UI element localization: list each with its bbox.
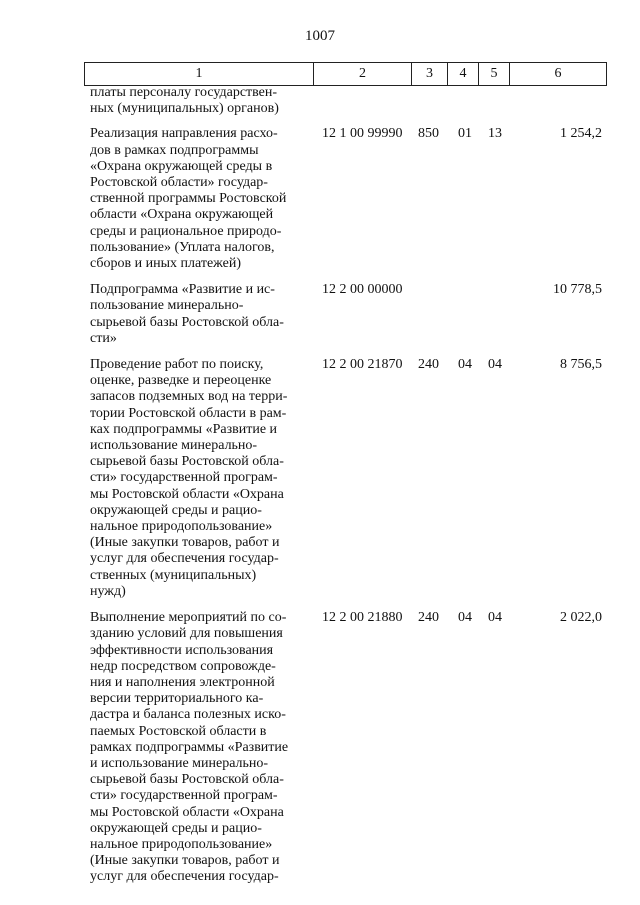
budget-rows: [84, 85, 604, 896]
section-code: 01: [458, 126, 472, 142]
description-line: оценке, разведке и переоценке: [90, 373, 272, 389]
column-header-4: 4: [448, 63, 479, 86]
column-header-5: 5: [479, 63, 510, 86]
expense-type: 240: [418, 610, 439, 626]
description-line: нужд): [90, 583, 126, 599]
description-line: Ростовской области» государ-: [90, 175, 268, 191]
description-line: Подпрограмма «Развитие и ис-: [90, 282, 275, 298]
description-line: мы Ростовской области «Охрана: [90, 804, 284, 820]
description-line: Реализация направления расхо-: [90, 126, 278, 142]
description-line: услуг для обеспечения государ-: [90, 869, 279, 885]
description-line: использование минерально-: [90, 438, 258, 454]
amount: 1 254,2: [560, 126, 602, 142]
description-line: версии территориального ка-: [90, 691, 264, 707]
description-line: дов в рамках подпрограммы: [90, 142, 259, 158]
description-line: платы персоналу государствен-: [90, 85, 278, 100]
description-line: пользование» (Уплата налогов,: [90, 239, 275, 255]
description-line: рамках подпрограммы «Развитие: [90, 739, 289, 755]
row-description: [84, 610, 312, 885]
description-line: ния и наполнения электронной: [90, 674, 275, 690]
description-line: ках подпрограммы «Развитие и: [90, 421, 278, 437]
description-line: сборов и иных платежей): [90, 256, 242, 272]
section-code: 04: [458, 610, 472, 626]
description-line: паемых Ростовской области в: [90, 723, 267, 739]
column-header-1: 1: [85, 63, 314, 86]
column-header-3: 3: [412, 63, 448, 86]
description-line: пользование минерально-: [90, 298, 244, 314]
amount: 8 756,5: [560, 357, 602, 373]
description-line: зданию условий для повышения: [90, 626, 283, 642]
column-header-2: 2: [314, 63, 412, 86]
description-line: сти» государственной програм-: [90, 788, 278, 804]
description-line: дастра и баланса полезных иско-: [90, 707, 286, 723]
description-line: области «Охрана окружающей: [90, 207, 274, 223]
description-line: сырьевой базы Ростовской обла-: [90, 314, 284, 330]
target-code: 12 1 00 99990: [322, 126, 403, 142]
description-line: сырьевой базы Ростовской обла-: [90, 772, 284, 788]
description-line: эффективности использования: [90, 642, 274, 658]
page-number: 1007: [305, 28, 335, 44]
description-line: окружающей среды и рацио-: [90, 820, 262, 836]
description-line: сти» государственной програм-: [90, 470, 278, 486]
description-line: «Охрана окружающей среды в: [90, 158, 273, 174]
table-row: [84, 282, 604, 347]
description-line: ственных (муниципальных): [90, 567, 257, 583]
table-row: [84, 85, 604, 117]
expense-type: 240: [418, 357, 439, 373]
description-line: тории Ростовской области в рам-: [90, 405, 287, 421]
column-header-6: 6: [510, 63, 607, 86]
description-line: нальное природопользование»: [90, 519, 273, 535]
description-line: услуг для обеспечения государ-: [90, 551, 279, 567]
description-line: и использование минерально-: [90, 755, 269, 771]
description-line: (Иные закупки товаров, работ и: [90, 535, 280, 551]
subsection-code: 04: [488, 610, 502, 626]
description-line: сти»: [90, 330, 117, 346]
description-line: ственной программы Ростовской: [90, 191, 287, 207]
description-line: Проведение работ по поиску,: [90, 357, 264, 373]
row-description: [84, 357, 312, 600]
table-row: [84, 126, 604, 272]
row-description: [84, 85, 312, 117]
column-header-row: [85, 63, 607, 86]
table-row: [84, 357, 604, 600]
description-line: недр посредством сопровожде-: [90, 658, 276, 674]
target-code: 12 2 00 21880: [322, 610, 403, 626]
subsection-code: 04: [488, 357, 502, 373]
description-line: нальное природопользование»: [90, 836, 273, 852]
row-description: [84, 126, 312, 272]
section-code: 04: [458, 357, 472, 373]
description-line: запасов подземных вод на терри-: [90, 389, 288, 405]
description-line: ных (муниципальных) органов): [90, 101, 279, 117]
description-line: Выполнение мероприятий по со-: [90, 610, 287, 626]
table-row: [84, 610, 604, 885]
expense-type: 850: [418, 126, 439, 142]
target-code: 12 2 00 00000: [322, 282, 403, 298]
description-line: сырьевой базы Ростовской обла-: [90, 454, 284, 470]
amount: 2 022,0: [560, 610, 602, 626]
description-line: окружающей среды и рацио-: [90, 502, 262, 518]
description-line: среды и рациональное природо-: [90, 223, 282, 239]
description-line: мы Ростовской области «Охрана: [90, 486, 284, 502]
amount: 10 778,5: [553, 282, 602, 298]
row-description: [84, 282, 312, 347]
column-header-table: [84, 62, 607, 86]
description-line: (Иные закупки товаров, работ и: [90, 853, 280, 869]
subsection-code: 13: [488, 126, 502, 142]
target-code: 12 2 00 21870: [322, 357, 403, 373]
